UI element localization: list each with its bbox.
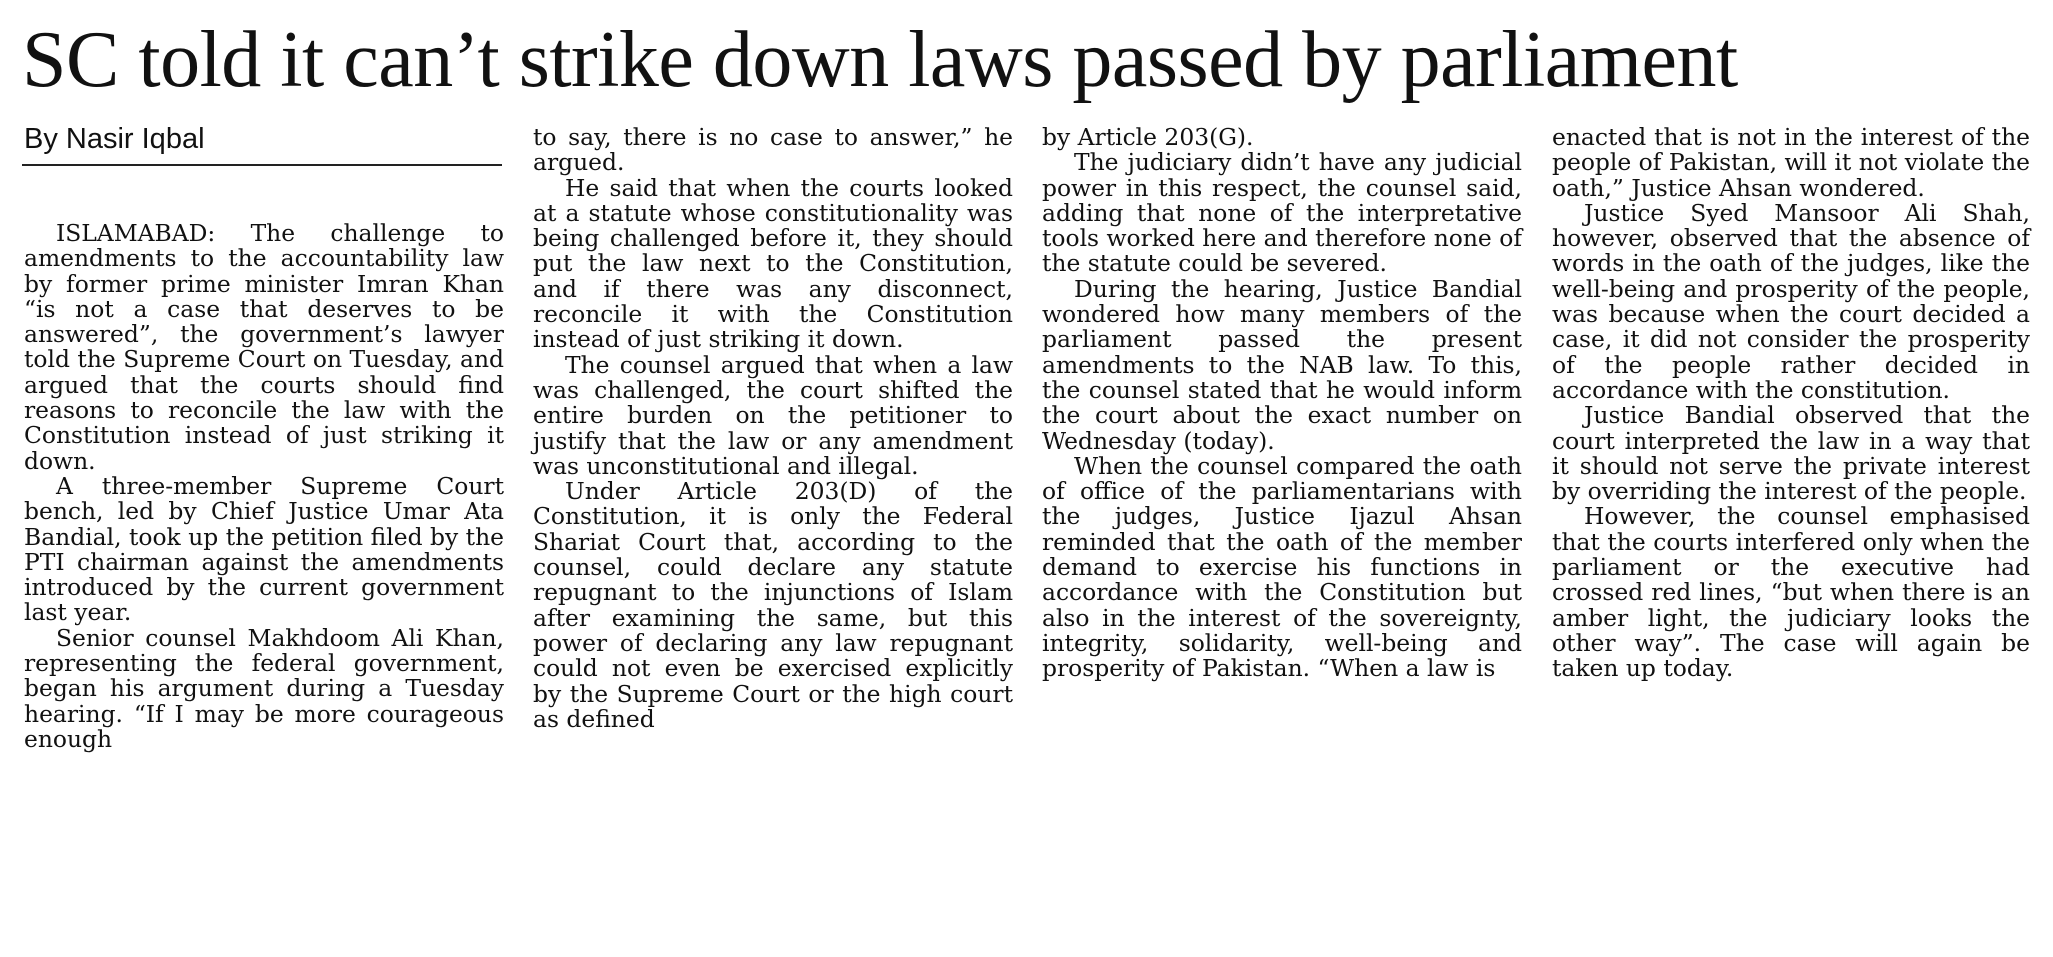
paragraph: Justice Syed Mansoor Ali Shah, however, observed that the absence of words in the oath of the judges, like the well-being and prosperity of the people, was because when the court decided a case, it did not consider the prosperity of the people rather decided in accordance with the constitution.	[1552, 198, 2030, 404]
paragraph: by Article 203(G).	[1042, 123, 1254, 151]
paragraph: to say, there is no case to answer,” he argued.	[533, 123, 1013, 177]
paragraph: Senior counsel Makhdoom Ali Khan, representing the federal government, began his argument during a Tuesday hearing. “If I may be more courageous enough	[24, 623, 504, 753]
paragraph: enacted that is not in the interest of the people of Pakistan, will it not violate the oath,” Justice Ahsan wondered.	[1552, 123, 2030, 202]
article-column-3	[1042, 125, 1522, 682]
paragraph: He said that when the courts looked at a statute whose constitutionality was being challenged before it, they should put the law next to the Constitution, and if there was any disconnect, reconcile it with the Constitution instead of just striking it down.	[533, 173, 1013, 354]
article-column-4	[1552, 125, 2030, 682]
paragraph: The judiciary didn’t have any judicial power in this respect, the counsel said, adding that none of the interpretative tools worked here and therefore none of the statute could be severed.	[1042, 148, 1522, 278]
paragraph: ISLAMABAD: The challenge to amendments to the accountability law by former prime minister Imran Khan “is not a case that deserves to be answered”, the government’s lawyer told the Supreme Court on Tuesday, and argued that the courts should find reasons to reconcile the law with the Constitution instead of just striking it down.	[24, 219, 504, 475]
byline-rule	[22, 164, 502, 166]
paragraph: During the hearing, Justice Bandial wondered how many members of the parliament passed the present amendments to the NAB law. To this, the counsel stated that he would inform the court about the exact number on Wednesday (today).	[1042, 274, 1522, 455]
article-column-2	[533, 125, 1013, 732]
paragraph: However, the counsel emphasised that the courts interfered only when the parliament or the executive had crossed red lines, “but when there is an amber light, the judiciary looks the other way”. The case will again be taken up today.	[1552, 502, 2030, 683]
headline: SC told it can’t strike down laws passed by parliament	[22, 16, 1738, 104]
paragraph: Justice Bandial observed that the court interpreted the law in a way that it should not serve the private interest by overriding the interest of the people.	[1552, 401, 2030, 506]
paragraph: Under Article 203(D) of the Constitution, it is only the Federal Shariat Court that, according to the counsel, could declare any statute repugnant to the injunctions of Islam after examining the same, but this power of declaring any law repugnant could not even be exercised explicitly by the Supreme Court or the high court as defined	[533, 477, 1013, 733]
byline: By Nasir Iqbal	[24, 123, 205, 155]
article-column-1	[24, 221, 504, 752]
paragraph: The counsel argued that when a law was challenged, the court shifted the entire burden on the petitioner to justify that the law or any amendment was unconstitutional and illegal.	[533, 350, 1013, 480]
paragraph: When the counsel compared the oath of office of the parliamentarians with the judges, Justice Ijazul Ahsan reminded that the oath of the member demand to exercise his functions in accordance with the Constitution but also in the interest of the sovereignty, integrity, solidarity, well-being and prosperity of Pakistan. “When a law is	[1042, 451, 1522, 683]
paragraph: A three-member Supreme Court bench, led by Chief Justice Umar Ata Bandial, took up the petition filed by the PTI chairman against the amendments introduced by the current government last year.	[24, 471, 504, 627]
